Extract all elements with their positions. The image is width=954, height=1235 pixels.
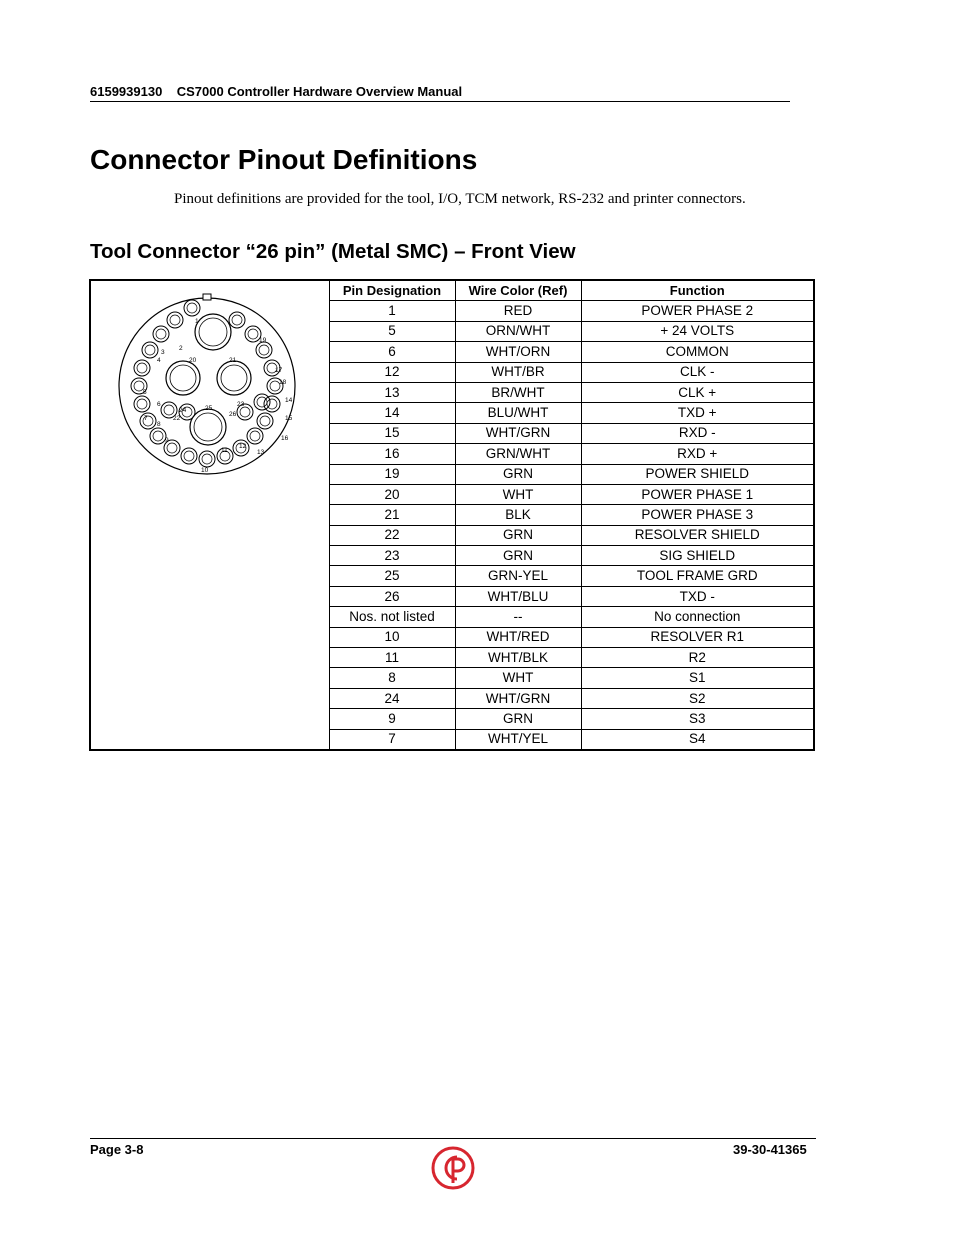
cell-pin: 19 xyxy=(329,464,455,484)
pin-number-label: 1 xyxy=(195,318,199,325)
pin-number-label: 19 xyxy=(259,337,267,344)
pin-number-label: 10 xyxy=(201,467,209,474)
cell-wire-color: BR/WHT xyxy=(455,382,581,402)
page-title: Connector Pinout Definitions xyxy=(90,144,478,175)
pin-number-label: 4 xyxy=(157,357,161,364)
small-pin-inner xyxy=(260,416,270,426)
pin-number-label: 17 xyxy=(275,367,283,374)
cell-pin: 8 xyxy=(329,668,455,688)
cell-function: No connection xyxy=(581,607,814,627)
cell-function: SIG SHIELD xyxy=(581,546,814,566)
cell-pin: 24 xyxy=(329,688,455,708)
cell-pin: 5 xyxy=(329,321,455,341)
small-pin-contact xyxy=(199,451,215,467)
small-pin-inner xyxy=(137,363,147,373)
connector-front-view-diagram xyxy=(117,290,301,480)
running-header: 6159939130 CS7000 Controller Hardware Overview Manual xyxy=(90,84,463,99)
cell-pin: 14 xyxy=(329,403,455,423)
pin-number-label: 23 xyxy=(237,401,245,408)
small-pin-inner xyxy=(137,399,147,409)
cell-function: CLK + xyxy=(581,382,814,402)
pin-number-label: 6 xyxy=(157,401,161,408)
pin-number-label: 12 xyxy=(239,443,247,450)
small-pin-inner xyxy=(232,315,242,325)
small-pin-contact xyxy=(134,360,150,376)
pin-number-label: 8 xyxy=(157,421,161,428)
pin-number-label: 11 xyxy=(221,447,228,454)
cell-function: TXD + xyxy=(581,403,814,423)
large-pin-contact xyxy=(195,314,231,350)
cell-pin: 22 xyxy=(329,525,455,545)
small-pin-inner xyxy=(184,451,194,461)
cell-pin: 12 xyxy=(329,362,455,382)
pin-number-label: 15 xyxy=(285,415,293,422)
large-pin-contact xyxy=(217,361,251,395)
small-pin-contact xyxy=(247,428,263,444)
pin-number-label: 5 xyxy=(143,389,147,396)
pin-number-label: 14 xyxy=(285,397,293,404)
cell-pin: 21 xyxy=(329,505,455,525)
pin-number-label: 7 xyxy=(144,415,148,422)
large-pin-contact xyxy=(190,409,226,445)
small-pin-inner xyxy=(257,397,267,407)
small-pin-inner xyxy=(248,329,258,339)
cell-pin: Nos. not listed xyxy=(329,607,455,627)
cell-wire-color: RED xyxy=(455,301,581,321)
small-pin-contact xyxy=(229,312,245,328)
cell-wire-color: GRN xyxy=(455,546,581,566)
cell-pin: 15 xyxy=(329,423,455,443)
small-pin-contact xyxy=(134,396,150,412)
page-number: Page 3-8 xyxy=(90,1142,144,1157)
small-pin-inner xyxy=(170,315,180,325)
small-pin-contact xyxy=(181,448,197,464)
pin-number-label: 2 xyxy=(179,345,183,352)
small-pin-inner xyxy=(187,303,197,313)
cell-pin: 23 xyxy=(329,546,455,566)
cell-pin: 7 xyxy=(329,729,455,750)
cell-wire-color: WHT/RED xyxy=(455,627,581,647)
document-number: 39-30-41365 xyxy=(733,1142,807,1157)
pin-number-label: 13 xyxy=(257,449,265,456)
cell-wire-color: BLK xyxy=(455,505,581,525)
small-pin-inner xyxy=(156,329,166,339)
column-header-function: Function xyxy=(581,280,814,301)
cell-wire-color: WHT xyxy=(455,484,581,504)
section-title: Tool Connector “26 pin” (Metal SMC) – Front View xyxy=(90,240,576,263)
pin-number-label: 3 xyxy=(161,349,165,356)
cell-function: TOOL FRAME GRD xyxy=(581,566,814,586)
pin-number-label: 16 xyxy=(281,435,289,442)
cell-function: S4 xyxy=(581,729,814,750)
cell-pin: 13 xyxy=(329,382,455,402)
cell-wire-color: GRN/WHT xyxy=(455,444,581,464)
pin-number-label: 24 xyxy=(179,407,187,414)
cell-pin: 6 xyxy=(329,342,455,362)
connector-diagram-cell xyxy=(90,280,329,750)
cell-wire-color: ORN/WHT xyxy=(455,321,581,341)
connector-key xyxy=(203,294,211,300)
large-pin-inner xyxy=(221,365,247,391)
cell-function: POWER PHASE 3 xyxy=(581,505,814,525)
cell-pin: 11 xyxy=(329,648,455,668)
pinout-table xyxy=(89,279,815,751)
cell-pin: 26 xyxy=(329,586,455,606)
small-pin-contact xyxy=(256,342,272,358)
large-pin-contact xyxy=(166,361,200,395)
cell-function: COMMON xyxy=(581,342,814,362)
cell-pin: 25 xyxy=(329,566,455,586)
cell-function: + 24 VOLTS xyxy=(581,321,814,341)
cell-pin: 1 xyxy=(329,301,455,321)
cell-function: POWER SHIELD xyxy=(581,464,814,484)
small-pin-inner xyxy=(164,405,174,415)
small-pin-contact xyxy=(184,300,200,316)
cell-function: POWER PHASE 1 xyxy=(581,484,814,504)
large-pin-inner xyxy=(194,413,222,441)
cell-wire-color: WHT/YEL xyxy=(455,729,581,750)
cell-wire-color: WHT/GRN xyxy=(455,688,581,708)
cell-wire-color: BLU/WHT xyxy=(455,403,581,423)
small-pin-inner xyxy=(153,431,163,441)
pin-number-label: 25 xyxy=(205,405,213,412)
cell-function: R2 xyxy=(581,648,814,668)
small-pin-contact xyxy=(153,326,169,342)
cell-function: S2 xyxy=(581,688,814,708)
small-pin-inner xyxy=(145,345,155,355)
footer-rule xyxy=(90,1138,816,1139)
cell-wire-color: -- xyxy=(455,607,581,627)
small-pin-contact xyxy=(150,428,166,444)
cell-function: RXD - xyxy=(581,423,814,443)
large-pin-inner xyxy=(199,318,227,346)
cell-wire-color: WHT/BLK xyxy=(455,648,581,668)
cell-pin: 10 xyxy=(329,627,455,647)
cell-function: RESOLVER R1 xyxy=(581,627,814,647)
column-header-pin: Pin Designation xyxy=(329,280,455,301)
small-pin-contact xyxy=(140,413,156,429)
cell-wire-color: WHT xyxy=(455,668,581,688)
pin-number-label: 9 xyxy=(165,437,169,444)
cell-function: CLK - xyxy=(581,362,814,382)
small-pin-contact xyxy=(142,342,158,358)
cell-function: RESOLVER SHIELD xyxy=(581,525,814,545)
cell-function: TXD - xyxy=(581,586,814,606)
small-pin-inner xyxy=(240,407,250,417)
small-pin-contact xyxy=(257,413,273,429)
cell-function: POWER PHASE 2 xyxy=(581,301,814,321)
cell-pin: 20 xyxy=(329,484,455,504)
small-pin-inner xyxy=(167,443,177,453)
small-pin-inner xyxy=(202,454,212,464)
cell-wire-color: WHT/GRN xyxy=(455,423,581,443)
small-pin-inner xyxy=(267,399,277,409)
cell-pin: 16 xyxy=(329,444,455,464)
connector-outer-shell xyxy=(119,298,295,474)
small-pin-contact xyxy=(167,312,183,328)
cell-wire-color: GRN xyxy=(455,525,581,545)
cell-pin: 9 xyxy=(329,709,455,729)
pin-number-label: 21 xyxy=(229,357,237,364)
pin-number-label: 20 xyxy=(189,357,197,364)
pin-number-label: 18 xyxy=(279,379,287,386)
header-rule xyxy=(90,101,790,102)
small-pin-inner xyxy=(250,431,260,441)
company-logo xyxy=(430,1145,476,1191)
cell-wire-color: WHT/BR xyxy=(455,362,581,382)
cell-wire-color: GRN xyxy=(455,709,581,729)
table-header-row xyxy=(90,280,814,301)
cell-wire-color: WHT/BLU xyxy=(455,586,581,606)
cell-wire-color: GRN xyxy=(455,464,581,484)
cell-function: RXD + xyxy=(581,444,814,464)
cell-function: S3 xyxy=(581,709,814,729)
large-pin-inner xyxy=(170,365,196,391)
cell-function: S1 xyxy=(581,668,814,688)
pin-number-label: 22 xyxy=(173,415,181,422)
intro-paragraph: Pinout definitions are provided for the tool, I/O, TCM network, RS-232 and printer connectors. xyxy=(174,191,746,207)
cell-wire-color: GRN-YEL xyxy=(455,566,581,586)
cell-wire-color: WHT/ORN xyxy=(455,342,581,362)
column-header-wire-color: Wire Color (Ref) xyxy=(455,280,581,301)
pin-number-label: 26 xyxy=(229,411,237,418)
small-pin-inner xyxy=(259,345,269,355)
